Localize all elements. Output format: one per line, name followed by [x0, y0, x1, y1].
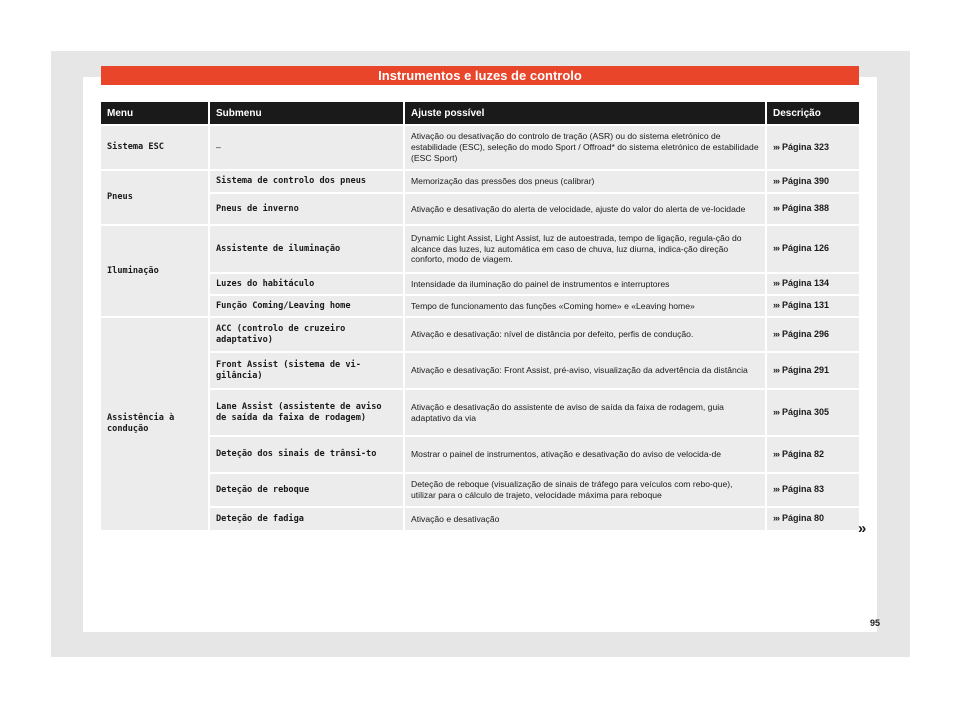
page-reference-label: Página 126	[782, 243, 830, 254]
section-title: Instrumentos e luzes de controlo	[101, 66, 859, 85]
submenu-cell: Pneus de inverno	[209, 193, 404, 225]
submenu-cell: Luzes do habitáculo	[209, 273, 404, 295]
table-row	[101, 273, 859, 295]
page-reference[interactable]	[766, 295, 859, 317]
setting-cell: Dynamic Light Assist, Light Assist, luz de autoestrada, tempo de ligação, regula-ção do alcance das luzes, luz automática em caso de chuva, luz diurna, indica-ção direção conforto, modo de viagem.	[404, 225, 766, 273]
setting-cell: Memorização das pressões dos pneus (calibrar)	[404, 170, 766, 193]
table-row	[101, 193, 859, 225]
table-row	[101, 170, 859, 193]
setting-cell: Ativação ou desativação do controlo de tração (ASR) ou do sistema eletrónico de estabilidade (ESC), seleção do modo Sport / Offroad* do sistema eletrónico de estabilidade (ESC Sport)	[404, 125, 766, 170]
page-reference[interactable]	[766, 507, 859, 530]
page-number: 95	[870, 618, 881, 628]
menu-cell: Assistência à condução	[101, 317, 209, 530]
page-reference-label: Página 323	[782, 141, 830, 152]
page-reference[interactable]	[766, 170, 859, 193]
page-reference[interactable]	[766, 125, 859, 170]
submenu-cell: Deteção dos sinais de trânsi-to	[209, 436, 404, 473]
page-reference-label: Página 291	[782, 364, 830, 375]
reference-arrow-icon: ›››	[773, 141, 779, 152]
menu-cell: Sistema ESC	[101, 125, 209, 170]
page-reference-label: Página 134	[782, 278, 830, 289]
setting-cell: Ativação e desativação	[404, 507, 766, 530]
table-row	[101, 225, 859, 273]
column-header-menu: Menu	[101, 102, 209, 125]
submenu-cell: Função Coming/Leaving home	[209, 295, 404, 317]
column-header-submenu: Submenu	[209, 102, 404, 125]
page-reference[interactable]	[766, 473, 859, 507]
setting-cell: Intensidade da iluminação do painel de instrumentos e interruptores	[404, 273, 766, 295]
setting-cell: Mostrar o painel de instrumentos, ativação e desativação do aviso de velocida-de	[404, 436, 766, 473]
setting-cell: Ativação e desativação: Front Assist, pré-aviso, visualização da advertência da distância	[404, 352, 766, 389]
submenu-cell: Sistema de controlo dos pneus	[209, 170, 404, 193]
page-reference[interactable]	[766, 317, 859, 352]
reference-arrow-icon: ›››	[773, 243, 779, 254]
table-header-row	[101, 102, 859, 125]
page-reference-label: Página 80	[782, 513, 825, 524]
reference-arrow-icon: ›››	[773, 328, 779, 339]
table-row	[101, 507, 859, 530]
table-row	[101, 473, 859, 507]
menu-cell: Pneus	[101, 170, 209, 225]
page-reference-label: Página 83	[782, 484, 825, 495]
table-row	[101, 295, 859, 317]
page-reference-label: Página 388	[782, 203, 830, 214]
page-reference-label: Página 390	[782, 175, 830, 186]
submenu-cell: Front Assist (sistema de vi-gilância)	[209, 352, 404, 389]
submenu-cell: Assistente de iluminação	[209, 225, 404, 273]
page-reference[interactable]	[766, 273, 859, 295]
reference-arrow-icon: ›››	[773, 364, 779, 375]
setting-cell: Ativação e desativação: nível de distância por defeito, perfis de condução.	[404, 317, 766, 352]
submenu-cell: Deteção de fadiga	[209, 507, 404, 530]
setting-cell: Ativação e desativação do assistente de aviso de saída da faixa de rodagem, guia adaptativo da via	[404, 389, 766, 436]
submenu-cell: ACC (controlo de cruzeiro adaptativo)	[209, 317, 404, 352]
reference-arrow-icon: ›››	[773, 278, 779, 289]
page-reference[interactable]	[766, 436, 859, 473]
reference-arrow-icon: ›››	[773, 513, 779, 524]
reference-arrow-icon: ›››	[773, 175, 779, 186]
setting-cell: Deteção de reboque (visualização de sinais de tráfego para veículos com rebo-que), utilizar para o cálculo de trajeto, velocidade máxima para reboque	[404, 473, 766, 507]
table-row	[101, 436, 859, 473]
reference-arrow-icon: ›››	[773, 406, 779, 417]
page-reference-label: Página 82	[782, 448, 825, 459]
setting-cell: Ativação e desativação do alerta de velocidade, ajuste do valor do alerta de ve-locidade	[404, 193, 766, 225]
reference-arrow-icon: ›››	[773, 484, 779, 495]
continue-marker: »	[858, 520, 867, 537]
page-reference-label: Página 305	[782, 406, 830, 417]
table-row	[101, 317, 859, 352]
page-reference[interactable]	[766, 389, 859, 436]
column-header-description: Descrição	[766, 102, 859, 125]
setting-cell: Tempo de funcionamento das funções «Coming home» e «Leaving home»	[404, 295, 766, 317]
submenu-cell: –	[209, 125, 404, 170]
reference-arrow-icon: ›››	[773, 203, 779, 214]
page-reference-label: Página 131	[782, 300, 830, 311]
page-reference-label: Página 296	[782, 328, 830, 339]
table-row	[101, 389, 859, 436]
page-reference[interactable]	[766, 352, 859, 389]
reference-arrow-icon: ›››	[773, 448, 779, 459]
column-header-setting: Ajuste possível	[404, 102, 766, 125]
settings-table	[101, 102, 859, 530]
page-reference[interactable]	[766, 225, 859, 273]
submenu-cell: Lane Assist (assistente de aviso de saída da faixa de rodagem)	[209, 389, 404, 436]
submenu-cell: Deteção de reboque	[209, 473, 404, 507]
menu-cell: Iluminação	[101, 225, 209, 317]
reference-arrow-icon: ›››	[773, 300, 779, 311]
table-row	[101, 352, 859, 389]
table-row	[101, 125, 859, 170]
page-reference[interactable]	[766, 193, 859, 225]
